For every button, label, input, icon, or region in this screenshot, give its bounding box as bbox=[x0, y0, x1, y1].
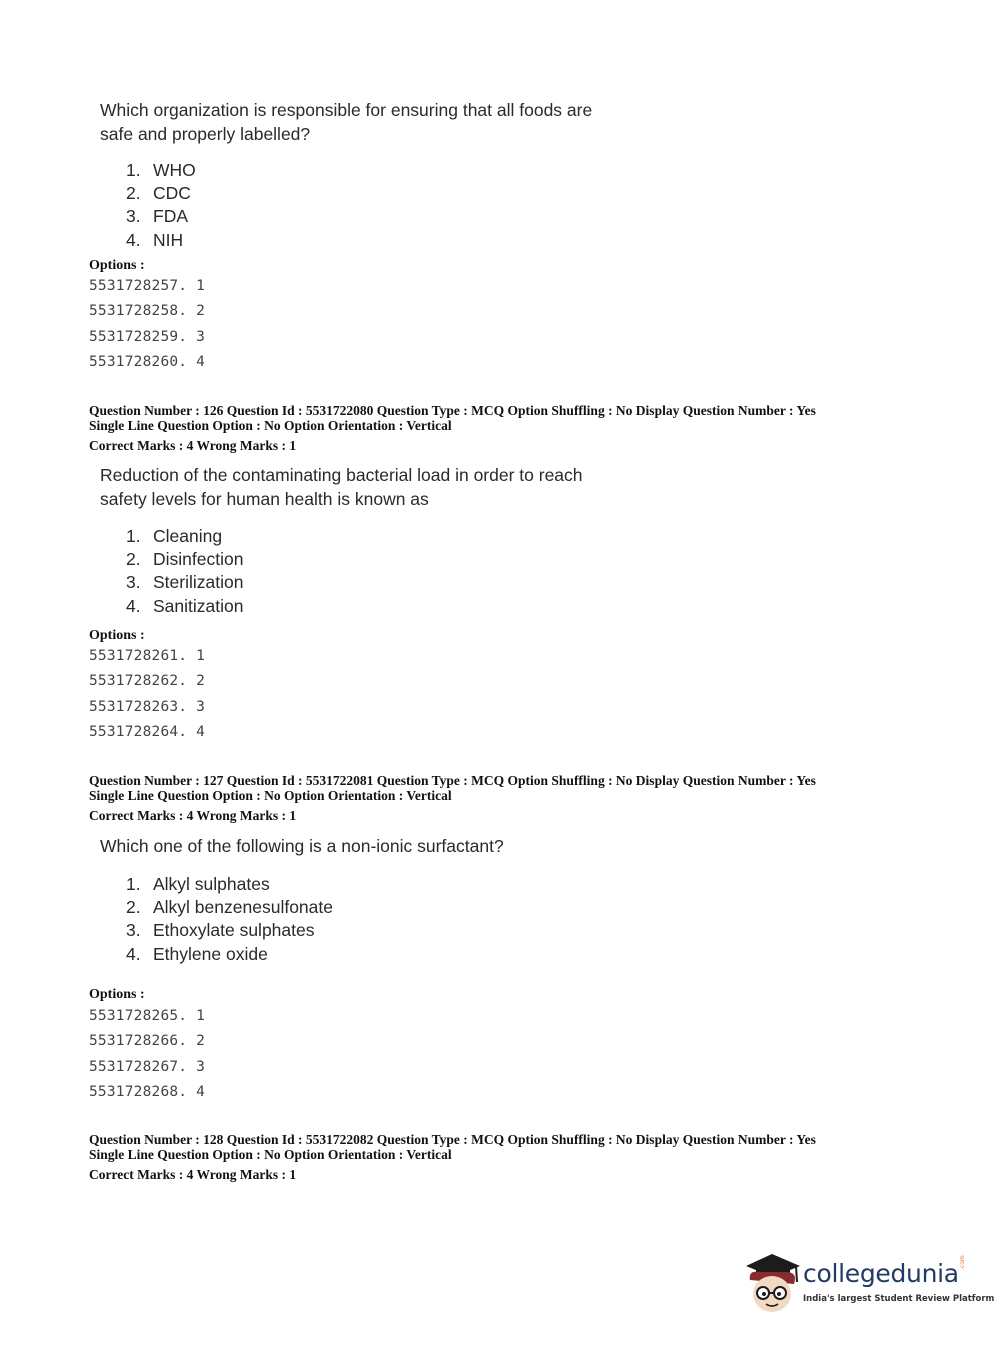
question-meta-line: Question Number : 127 Question Id : 5531722081 Question Type : MCQ Option Shuffling : No Display Question Number : Yes bbox=[89, 773, 816, 788]
option-id: 5531728263. 3 bbox=[89, 698, 206, 715]
collegedunia-logo[interactable] bbox=[742, 1250, 995, 1320]
answer-choice bbox=[126, 229, 196, 252]
question-meta-line: Single Line Question Option : No Option Orientation : Vertical bbox=[89, 788, 452, 803]
choice-number: 2. bbox=[126, 897, 141, 918]
question-meta-line: Question Number : 128 Question Id : 5531722082 Question Type : MCQ Option Shuffling : No Display Question Number : Yes bbox=[89, 1132, 816, 1147]
question-text-line: Which one of the following is a non-ionic surfactant? bbox=[100, 836, 504, 856]
option-id: 5531728267. 3 bbox=[89, 1058, 206, 1075]
choice-number: 3. bbox=[126, 206, 141, 227]
choice-number: 3. bbox=[126, 920, 141, 941]
options-heading: Options : bbox=[89, 628, 145, 643]
question-text-line: safe and properly labelled? bbox=[100, 124, 311, 144]
question-text bbox=[100, 463, 583, 511]
choice-label: Cleaning bbox=[153, 526, 223, 546]
question-marks: Correct Marks : 4 Wrong Marks : 1 bbox=[89, 438, 297, 453]
choice-number: 4. bbox=[126, 943, 141, 964]
answer-choice bbox=[126, 873, 333, 896]
question-text bbox=[100, 834, 504, 858]
question-text-line: Reduction of the contaminating bacterial load in order to reach bbox=[100, 465, 583, 485]
choice-label: Ethylene oxide bbox=[153, 943, 268, 964]
choice-label: NIH bbox=[153, 229, 184, 250]
choice-number: 1. bbox=[126, 526, 141, 546]
choice-number: 2. bbox=[126, 549, 141, 570]
choice-label: Ethoxylate sulphates bbox=[153, 920, 315, 941]
option-id: 5531728264. 4 bbox=[89, 723, 206, 740]
option-id: 5531728259. 3 bbox=[89, 328, 206, 345]
question-meta bbox=[89, 403, 816, 453]
choice-label: Alkyl benzenesulfonate bbox=[153, 897, 333, 918]
question-text-line: safety levels for human health is known as bbox=[100, 489, 429, 509]
choice-number: 1. bbox=[126, 160, 141, 180]
logo-wordmark: collegedunia bbox=[803, 1259, 959, 1288]
option-id: 5531728262. 2 bbox=[89, 673, 206, 690]
logo-tagline: India's largest Student Review Platform bbox=[803, 1294, 995, 1304]
answer-choice bbox=[126, 182, 196, 205]
option-id: 5531728266. 2 bbox=[89, 1033, 206, 1050]
answer-choices bbox=[126, 159, 196, 252]
answer-choice bbox=[126, 205, 196, 228]
answer-choice bbox=[126, 571, 243, 594]
question-meta bbox=[89, 773, 816, 823]
answer-choice bbox=[126, 919, 333, 942]
options-heading: Options : bbox=[89, 987, 145, 1002]
choice-number: 2. bbox=[126, 183, 141, 204]
question-marks: Correct Marks : 4 Wrong Marks : 1 bbox=[89, 1167, 297, 1182]
choice-label: FDA bbox=[153, 206, 188, 227]
answer-choice bbox=[126, 159, 196, 182]
choice-label: Disinfection bbox=[153, 549, 244, 570]
question-text-line: Which organization is responsible for ensuring that all foods are bbox=[100, 100, 593, 120]
option-id-list bbox=[89, 274, 205, 375]
question-meta-line: Question Number : 126 Question Id : 5531722080 Question Type : MCQ Option Shuffling : No Display Question Number : Yes bbox=[89, 403, 816, 418]
option-id-list bbox=[89, 1004, 205, 1105]
choice-label: Sterilization bbox=[153, 572, 244, 593]
choice-number: 1. bbox=[126, 874, 141, 894]
option-id: 5531728268. 4 bbox=[89, 1083, 206, 1100]
mascot-icon bbox=[742, 1250, 804, 1316]
question-meta-line: Single Line Question Option : No Option Orientation : Vertical bbox=[89, 418, 452, 433]
option-id: 5531728265. 1 bbox=[89, 1008, 206, 1024]
option-id: 5531728258. 2 bbox=[89, 303, 206, 320]
options-heading: Options : bbox=[89, 258, 145, 273]
answer-choices bbox=[126, 873, 333, 966]
question-meta bbox=[89, 1132, 816, 1182]
choice-number: 4. bbox=[126, 229, 141, 250]
option-id: 5531728261. 1 bbox=[89, 648, 206, 664]
logo-domain-suffix: .com bbox=[959, 1255, 966, 1270]
answer-choice bbox=[126, 595, 243, 618]
answer-choice bbox=[126, 548, 243, 571]
choice-number: 4. bbox=[126, 595, 141, 616]
option-id: 5531728260. 4 bbox=[89, 353, 206, 370]
option-id: 5531728257. 1 bbox=[89, 278, 206, 294]
choice-label: Alkyl sulphates bbox=[153, 874, 270, 894]
choice-number: 3. bbox=[126, 572, 141, 593]
answer-choices bbox=[126, 525, 243, 618]
question-meta-line: Single Line Question Option : No Option Orientation : Vertical bbox=[89, 1147, 452, 1162]
answer-choice bbox=[126, 896, 333, 919]
answer-choice bbox=[126, 525, 243, 548]
answer-choice bbox=[126, 943, 333, 966]
choice-label: Sanitization bbox=[153, 595, 244, 616]
question-marks: Correct Marks : 4 Wrong Marks : 1 bbox=[89, 808, 297, 823]
choice-label: CDC bbox=[153, 183, 191, 204]
question-text bbox=[100, 98, 592, 146]
choice-label: WHO bbox=[153, 160, 196, 180]
option-id-list bbox=[89, 644, 205, 745]
